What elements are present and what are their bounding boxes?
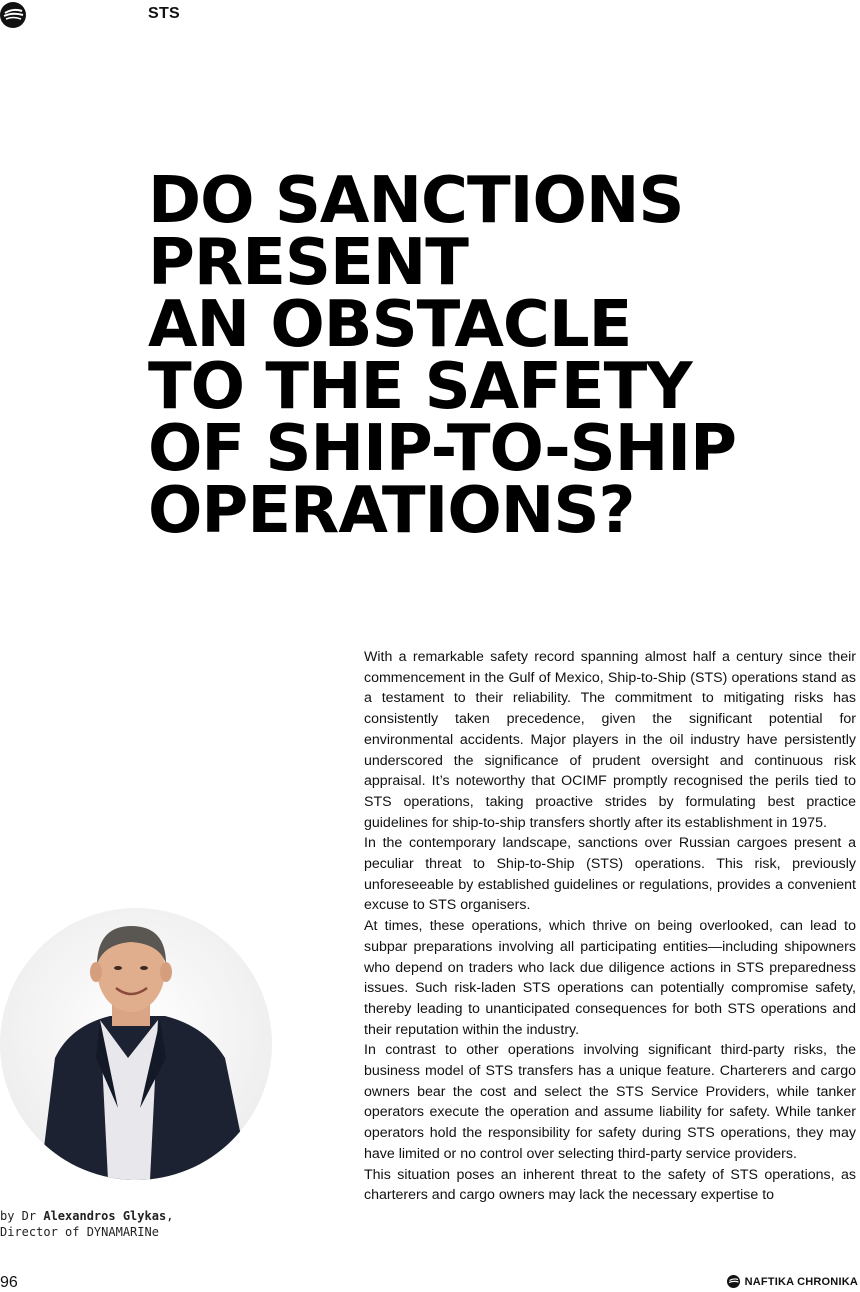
- paragraph: In the contemporary landscape, sanctions over Russian cargoes present a peculiar threat to Ship-to-Ship (STS) operations. This risk, previously unforeseeable by established guidelines or regulations, provides a convenient excuse to STS organisers.: [364, 835, 856, 914]
- article-body: [364, 647, 856, 1206]
- author-name: Alexandros Glykas: [43, 1209, 167, 1223]
- paragraph: In contrast to other operations involving significant third-party risks, the business model of STS transfers has a unique feature. Charterers and cargo owners bear the cost and select the STS Service Providers, while tanker operators execute the operation and assume liability for safety. While tanker operators hold the responsibility for safety during STS operations, they may have limited or no control over selecting third-party service providers.: [364, 1042, 856, 1162]
- headline-line: OF SHIP-TO-SHIP: [148, 412, 736, 486]
- headline-line: DO SANCTIONS: [148, 164, 684, 238]
- naftika-logo-icon: [727, 1275, 740, 1288]
- paragraph: With a remarkable safety record spanning almost half a century since their commencement in the Gulf of Mexico, Ship-to-Ship (STS) operations stand as a testament to their reliability. The commitment to mitigating risks has consistently taken precedence, given the significant potential for environmental accidents. Major players in the oil industry have persistently underscored the significance of prudent oversight and continuous risk appraisal. It’s noteworthy that OCIMF promptly recognised the perils tied to STS operations, taking proactive strides by formulating best practice guidelines for ship-to-ship transfers shortly after its establishment in 1975.: [364, 649, 856, 831]
- headline-line: PRESENT: [148, 226, 468, 300]
- page-number: 96: [0, 1274, 18, 1291]
- byline-prefix: by Dr: [0, 1209, 44, 1223]
- magazine-logo-icon: [0, 2, 26, 28]
- paragraph: At times, these operations, which thrive on being overlooked, can lead to subpar preparations involving all participating entities—including shipowners who depend on traders who lack due diligence actions in STS preparedness issues. Such risk-laden STS operations can potentially compromise safety, thereby leading to unanticipated consequences for both STS operations and their reputation within the industry.: [364, 918, 856, 1038]
- author-byline: [0, 1208, 173, 1240]
- byline-suffix: ,: [166, 1209, 174, 1223]
- brand-name: NAFTIKA CHRONIKA: [744, 1275, 858, 1288]
- section-label: STS: [148, 5, 181, 22]
- footer-brand: [727, 1275, 858, 1288]
- headline-line: OPERATIONS?: [148, 474, 635, 548]
- author-role: Director of DYNAMARINe: [0, 1225, 159, 1239]
- headline-line: TO THE SAFETY: [148, 350, 692, 424]
- paragraph: This situation poses an inherent threat to the safety of STS operations, as charterers and cargo owners may lack the necessary expertise to: [364, 1166, 856, 1204]
- author-portrait: [0, 908, 272, 1180]
- headline-line: AN OBSTACLE: [148, 288, 632, 362]
- article-headline: [148, 164, 838, 548]
